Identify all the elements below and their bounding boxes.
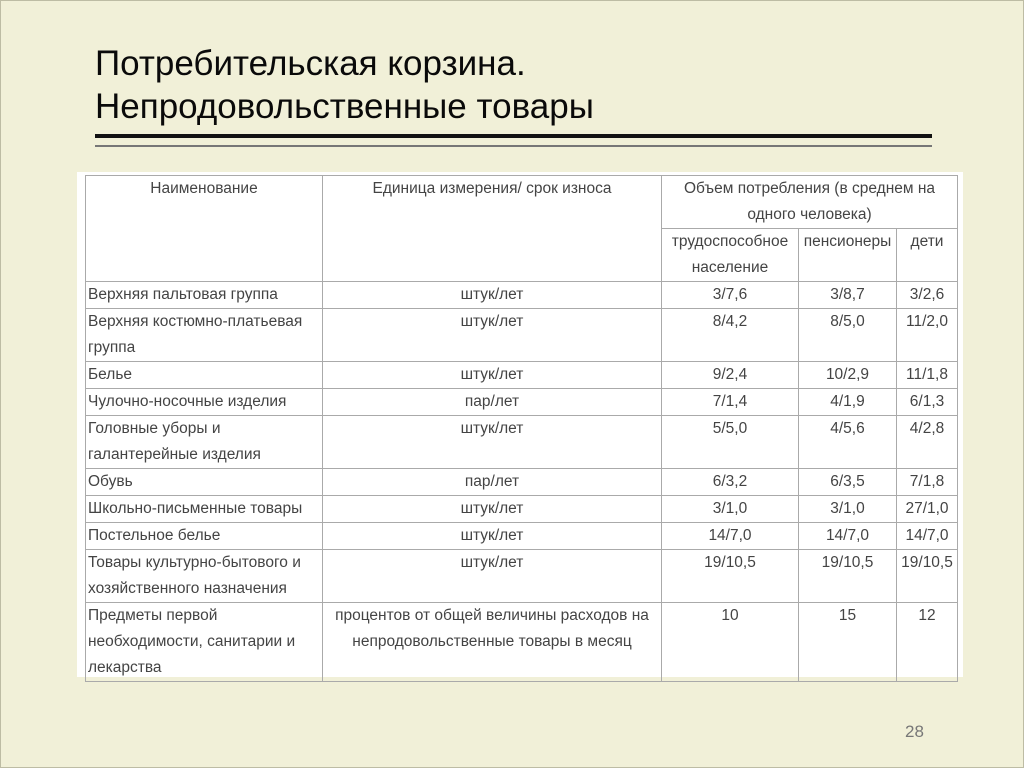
cell-name: Чулочно-носочные изделия: [86, 389, 323, 416]
page-number: 28: [905, 722, 924, 741]
cell-name: Постельное белье: [86, 523, 323, 550]
cell-children: 14/7,0: [897, 523, 958, 550]
cell-unit: штук/лет: [323, 416, 662, 469]
cell-pensioners: 19/10,5: [799, 550, 897, 603]
cell-name: Обувь: [86, 469, 323, 496]
cell-children: 3/2,6: [897, 282, 958, 309]
title-divider-thin: [95, 145, 932, 147]
cell-children: 27/1,0: [897, 496, 958, 523]
header-working: трудоспособное население: [662, 229, 799, 282]
header-name: Наименование: [86, 176, 323, 282]
cell-working: 3/1,0: [662, 496, 799, 523]
header-unit: Единица измерения/ срок износа: [323, 176, 662, 282]
cell-children: 19/10,5: [897, 550, 958, 603]
table-row: [86, 389, 958, 416]
cell-unit: пар/лет: [323, 389, 662, 416]
cell-children: 4/2,8: [897, 416, 958, 469]
cell-pensioners: 3/8,7: [799, 282, 897, 309]
cell-pensioners: 3/1,0: [799, 496, 897, 523]
cell-unit: пар/лет: [323, 469, 662, 496]
cell-pensioners: 15: [799, 603, 897, 682]
table-row: [86, 416, 958, 469]
cell-working: 5/5,0: [662, 416, 799, 469]
cell-working: 6/3,2: [662, 469, 799, 496]
cell-children: 11/2,0: [897, 309, 958, 362]
cell-working: 3/7,6: [662, 282, 799, 309]
table-row: [86, 496, 958, 523]
cell-pensioners: 10/2,9: [799, 362, 897, 389]
table-row: [86, 362, 958, 389]
cell-name: Предметы первой необходимости, санитарии и лекарства: [86, 603, 323, 682]
cell-pensioners: 14/7,0: [799, 523, 897, 550]
title-divider-thick: [95, 134, 932, 138]
cell-name: Белье: [86, 362, 323, 389]
consumer-basket-table: [85, 175, 958, 682]
cell-working: 19/10,5: [662, 550, 799, 603]
header-pensioners: пенсионеры: [799, 229, 897, 282]
table-row: [86, 550, 958, 603]
cell-children: 12: [897, 603, 958, 682]
cell-working: 9/2,4: [662, 362, 799, 389]
cell-children: 7/1,8: [897, 469, 958, 496]
cell-children: 11/1,8: [897, 362, 958, 389]
cell-working: 8/4,2: [662, 309, 799, 362]
cell-pensioners: 4/5,6: [799, 416, 897, 469]
cell-name: Школьно-письменные товары: [86, 496, 323, 523]
cell-name: Верхняя костюмно-платьевая группа: [86, 309, 323, 362]
table-container: [77, 172, 963, 677]
cell-pensioners: 6/3,5: [799, 469, 897, 496]
cell-unit: штук/лет: [323, 282, 662, 309]
cell-name: Верхняя пальтовая группа: [86, 282, 323, 309]
title-line-2: Непродовольственные товары: [95, 87, 594, 126]
cell-unit: штук/лет: [323, 309, 662, 362]
header-children: дети: [897, 229, 958, 282]
cell-pensioners: 8/5,0: [799, 309, 897, 362]
cell-name: Головные уборы и галантерейные изделия: [86, 416, 323, 469]
cell-unit: штук/лет: [323, 523, 662, 550]
cell-unit: штук/лет: [323, 496, 662, 523]
table-row: [86, 469, 958, 496]
table-row: [86, 282, 958, 309]
table-row: [86, 523, 958, 550]
header-volume: Объем потребления (в среднем на одного человека): [662, 176, 958, 229]
cell-unit: штук/лет: [323, 550, 662, 603]
header-row-1: [86, 176, 958, 229]
cell-pensioners: 4/1,9: [799, 389, 897, 416]
cell-children: 6/1,3: [897, 389, 958, 416]
cell-unit: штук/лет: [323, 362, 662, 389]
cell-working: 10: [662, 603, 799, 682]
cell-working: 14/7,0: [662, 523, 799, 550]
slide-title: [95, 42, 935, 128]
table-row: [86, 309, 958, 362]
cell-name: Товары культурно-бытового и хозяйственного назначения: [86, 550, 323, 603]
cell-working: 7/1,4: [662, 389, 799, 416]
cell-unit: процентов от общей величины расходов на непродовольственные товары в месяц: [323, 603, 662, 682]
table-row: [86, 603, 958, 682]
title-line-1: Потребительская корзина.: [95, 44, 526, 83]
